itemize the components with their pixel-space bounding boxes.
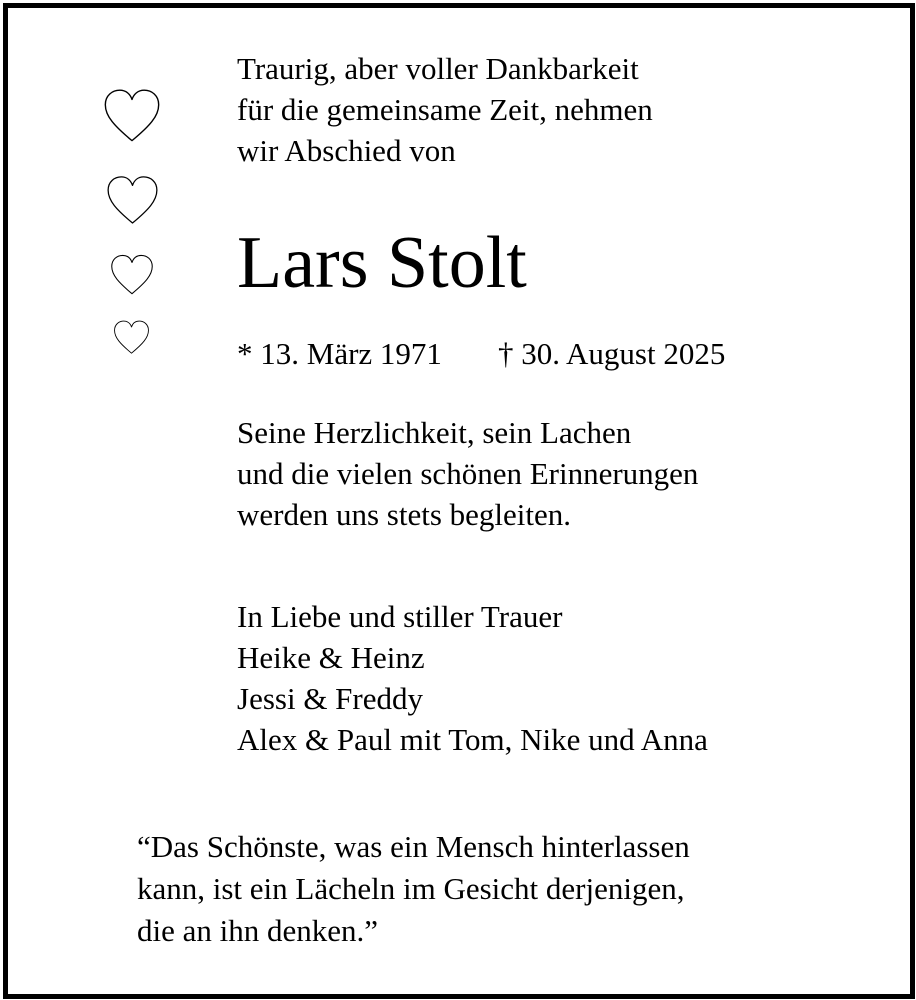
death-date: † 30. August 2025 [498, 336, 726, 371]
intro-line: für die gemeinsame Zeit, nehmen [237, 92, 653, 127]
mourners-heading: In Liebe und stiller Trauer [237, 599, 563, 634]
quote-line: “Das Schönste, was ein Mensch hinterlassen [137, 829, 690, 864]
heart-icon-large [103, 88, 161, 144]
tribute-text [237, 412, 698, 535]
quote-line: die an ihn denken.” [137, 913, 379, 948]
mourner-entry: Jessi & Freddy [237, 681, 423, 716]
closing-quote [137, 826, 690, 952]
mourner-entry: Heike & Heinz [237, 640, 425, 675]
intro-text [237, 48, 653, 171]
intro-line: wir Abschied von [237, 133, 456, 168]
deceased-name: Lars Stolt [237, 222, 527, 304]
birth-date: * 13. März 1971 [237, 336, 442, 371]
heart-icon-small [110, 254, 154, 296]
intro-line: Traurig, aber voller Dankbarkeit [237, 51, 639, 86]
heart-icon-medium [106, 175, 159, 226]
tribute-line: Seine Herzlichkeit, sein Lachen [237, 415, 632, 450]
heart-icon-tiny [113, 320, 150, 355]
mourners-list [237, 596, 708, 760]
quote-line: kann, ist ein Lächeln im Gesicht derjenigen, [137, 871, 685, 906]
mourner-entry: Alex & Paul mit Tom, Nike und Anna [237, 722, 708, 757]
tribute-line: und die vielen schönen Erinnerungen [237, 456, 699, 491]
tribute-line: werden uns stets begleiten. [237, 497, 572, 532]
